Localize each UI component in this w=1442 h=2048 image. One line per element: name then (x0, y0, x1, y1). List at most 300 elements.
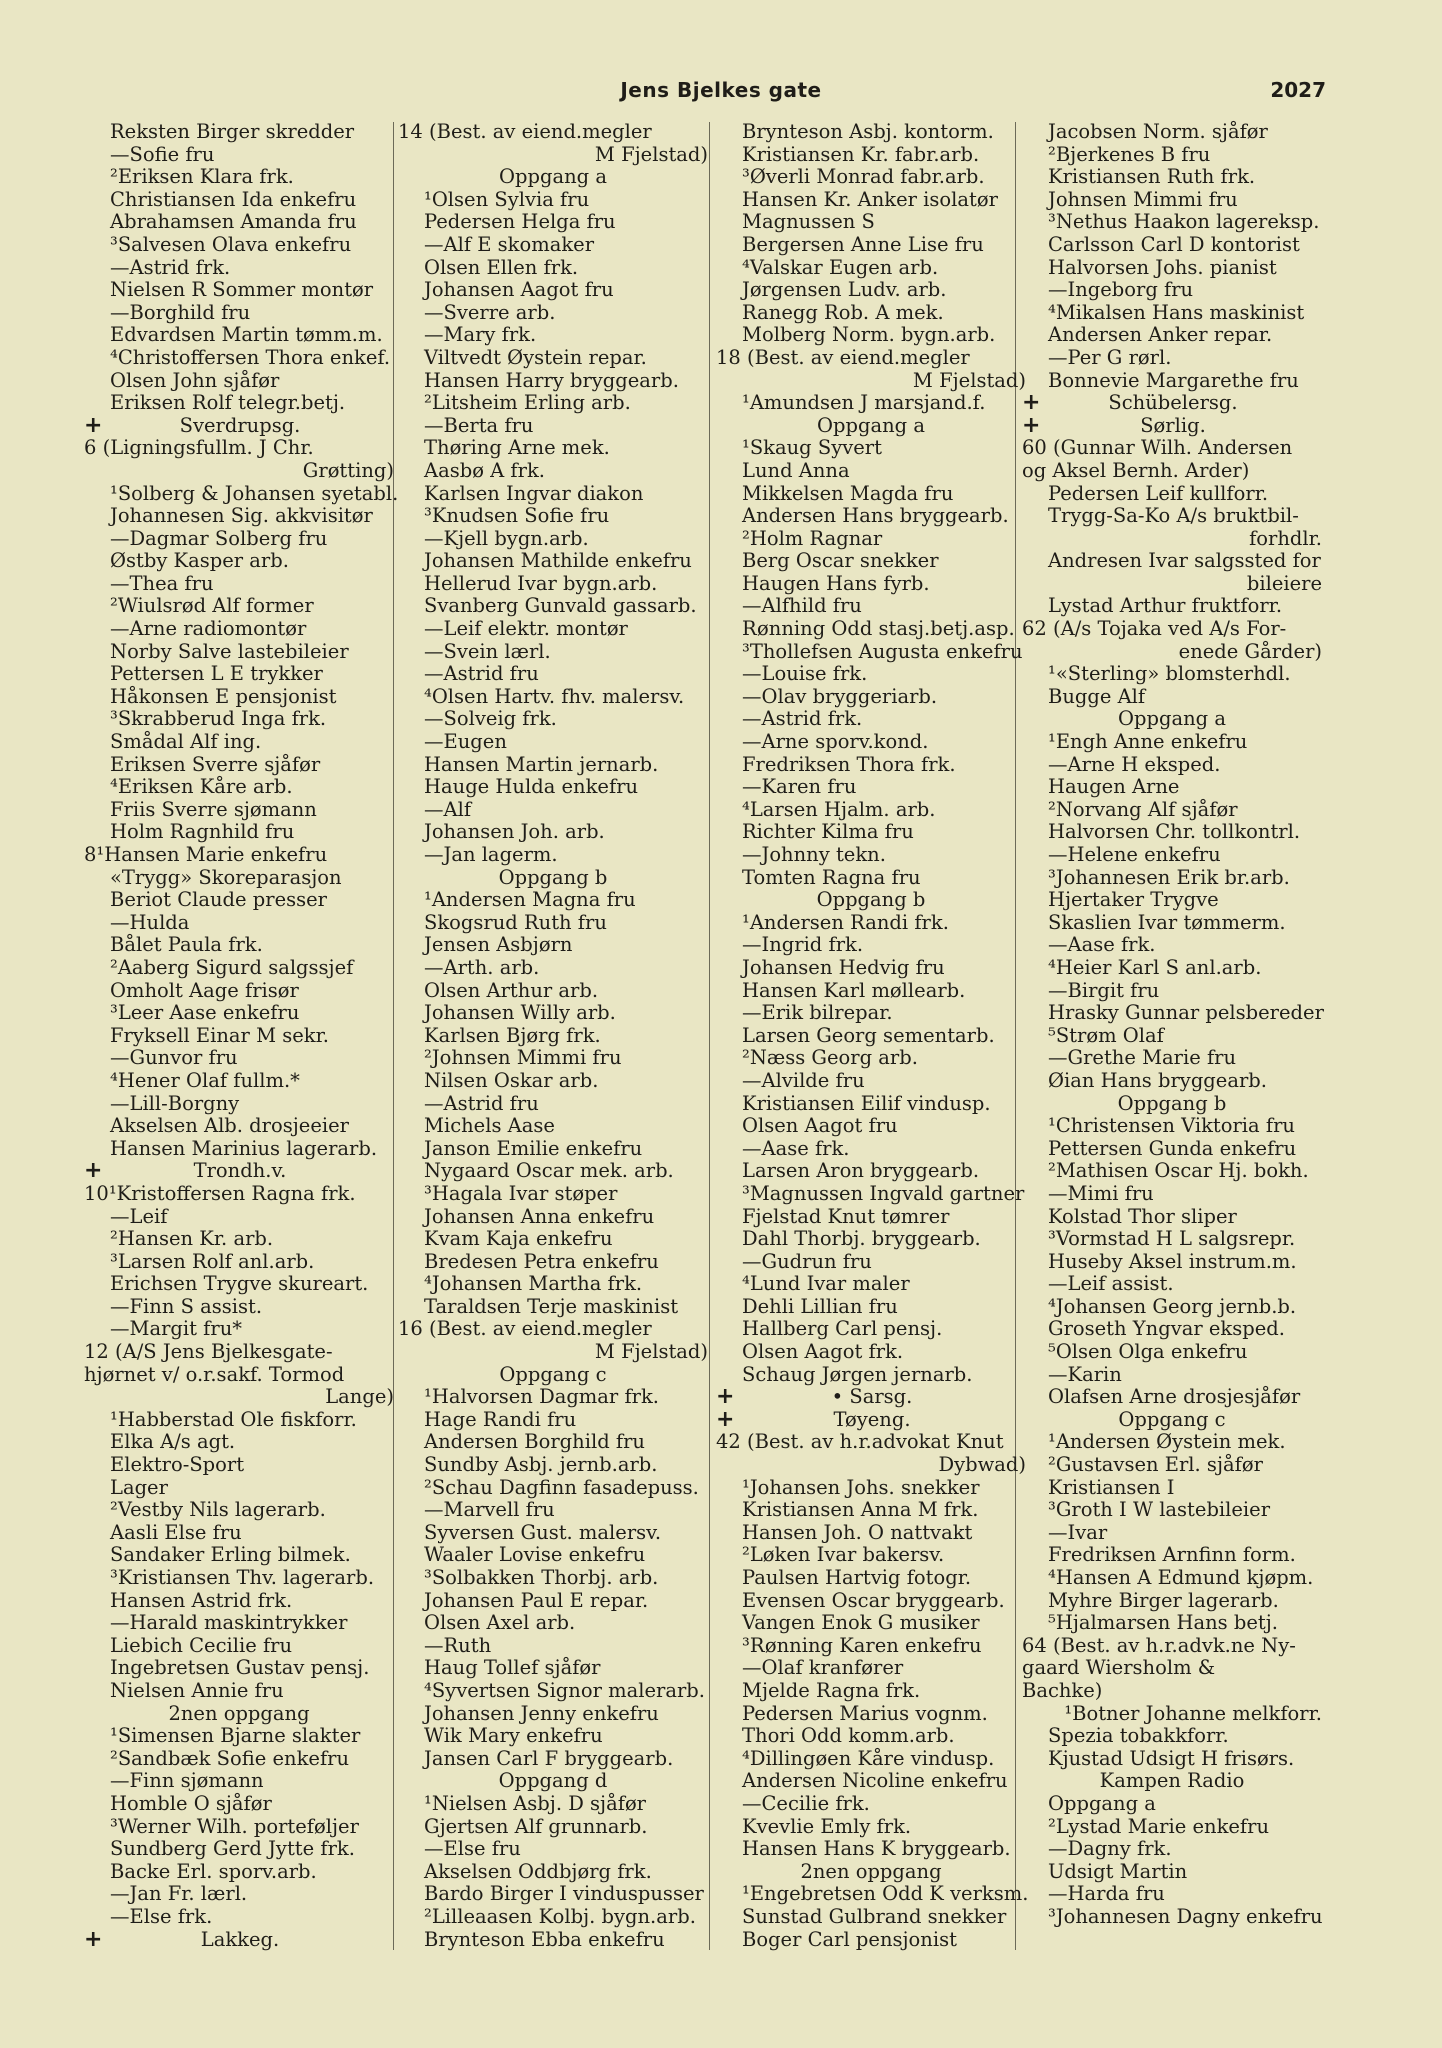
directory-entry: ³Thollefsen Augusta enkefru (742, 639, 1023, 663)
directory-entry: Johansen Willy arb. (424, 1001, 616, 1025)
directory-entry: Holm Ragnhild fru (110, 820, 295, 844)
directory-entry: Johansen Joh. arb. (424, 820, 605, 844)
directory-entry: Oppgang a (1048, 1791, 1156, 1815)
directory-entry: Jacobsen Norm. sjåfør (1048, 120, 1268, 143)
directory-entry: ¹Christensen Viktoria fru (1048, 1114, 1295, 1138)
directory-entry: —Dagmar Solberg fru (110, 526, 328, 550)
column-divider (709, 122, 710, 1950)
directory-entry: ²Litsheim Erling arb. (424, 391, 631, 415)
directory-entry: Larsen Aron bryggearb. (742, 1159, 980, 1183)
directory-entry: —Svein lærl. (424, 639, 551, 663)
directory-entry: Mjelde Ragna frk. (742, 1678, 921, 1702)
directory-entry: —Else frk. (110, 1904, 213, 1928)
directory-entry: —Leif (110, 1204, 168, 1228)
directory-entry: —Astrid fru (424, 662, 539, 686)
directory-entry: Backe Erl. sporv.arb. (110, 1859, 317, 1883)
directory-entry: Olsen Ellen frk. (424, 255, 579, 279)
directory-entry: M Fjelstad) (594, 142, 708, 166)
directory-entry: ³Johannesen Erik br.arb. (1048, 865, 1290, 889)
directory-entry: ⁵Olsen Olga enkefru (1048, 1340, 1248, 1364)
directory-entry: ²Holm Ragnar (742, 526, 883, 550)
directory-entry: —Aase frk. (1048, 933, 1156, 957)
directory-entry: gaard Wiersholm & (1022, 1656, 1216, 1680)
cross-marker-icon: + (1022, 412, 1041, 438)
directory-entry: —Sofie fru (110, 142, 215, 166)
directory-entry: ²Sandbæk Sofie enkefru (110, 1746, 350, 1770)
directory-entry: —Margit fru* (110, 1317, 243, 1341)
directory-entry: ¹Johansen Johs. snekker (742, 1475, 980, 1499)
directory-entry: Fredriksen Arnfinn form. (1048, 1543, 1296, 1567)
directory-entry (716, 1386, 1026, 1409)
directory-entry (84, 1160, 394, 1183)
directory-entry: Olsen Aagot frk. (742, 1340, 904, 1364)
directory-entry: ⁴Olsen Hartv. fhv. malersv. (424, 684, 685, 708)
directory-entry: ³Vormstad H L salgsrepr. (1048, 1227, 1296, 1251)
directory-entry: ¹Habberstad Ole fiskforr. (110, 1407, 357, 1431)
directory-entry: Abrahamsen Amanda fru (110, 210, 357, 234)
directory-entry: Magnussen S (742, 210, 875, 234)
street-name: Tøyeng. (833, 1407, 911, 1431)
directory-entry: Nielsen R Sommer montør (110, 278, 374, 302)
directory-entry: Bredesen Petra enkefru (424, 1249, 659, 1273)
directory-entry: Haugen Arne (1048, 775, 1180, 799)
cross-marker-icon: + (84, 1158, 103, 1184)
directory-entry (1022, 412, 1322, 438)
directory-entry: Eriksen Rolf telegr.betj. (110, 391, 346, 415)
directory-entry: ³Kristiansen Thv. lagerarb. (110, 1566, 375, 1589)
directory-entry: —Ruth (424, 1633, 492, 1657)
directory-entry: Pettersen L E trykker (110, 662, 323, 686)
directory-entry: ³Salvesen Olava enkefru (110, 232, 352, 256)
directory-entry: Hage Randi fru (424, 1407, 577, 1431)
directory-entry: —Alf (424, 797, 472, 821)
directory-entry: Aasli Else fru (110, 1520, 242, 1544)
directory-entry: Edvardsen Martin tømm.m. (110, 323, 383, 347)
directory-entry: Bergersen Anne Lise fru (742, 232, 984, 256)
directory-entry: ²Aaberg Sigurd salgssjef (110, 955, 354, 979)
directory-entry: 18 (Best. av eiend.megler (716, 345, 970, 369)
directory-entry: Kolstad Thor sliper (1048, 1204, 1237, 1228)
directory-entry: ²Schau Dagfinn fasadepuss. (424, 1475, 699, 1499)
directory-entry: Myhre Birger lagerarb. (1048, 1588, 1279, 1612)
directory-entry: —Berta fru (424, 413, 534, 437)
directory-entry: —Leif assist. (1048, 1272, 1174, 1296)
directory-entry: Rønning Odd stasj.betj.asp. (742, 617, 1015, 641)
directory-entry: 16 (Best. av eiend.megler (398, 1317, 652, 1341)
directory-entry: Bugge Alf (1048, 684, 1146, 708)
directory-entry: —Ivar (1048, 1520, 1108, 1544)
directory-entry: ¹Andersen Magna fru (424, 888, 636, 912)
directory-entry: forhdlr. (1249, 526, 1322, 550)
directory-entry: Hansen Martin jernarb. (424, 752, 659, 776)
directory-entry: Hjertaker Trygve (1048, 888, 1219, 912)
directory-entry: Sandaker Erling bilmek. (110, 1543, 351, 1567)
directory-entry: ⁵Hjalmarsen Hans betj. (1048, 1611, 1278, 1635)
directory-entry: —Erik bilrepar. (742, 1001, 893, 1025)
directory-entry: Brynteson Asbj. kontorm. (742, 120, 994, 143)
directory-entry: Jensen Asbjørn (424, 933, 573, 957)
directory-entry: Oppgang c (499, 1362, 607, 1386)
directory-entry: —Alf E skomaker (424, 232, 595, 256)
directory-entry: Evensen Oscar bryggearb. (742, 1588, 1005, 1612)
directory-entry: Erichsen Trygve skureart. (110, 1272, 369, 1296)
directory-entry: Berg Oscar snekker (742, 549, 939, 573)
directory-entry: ¹Halvorsen Dagmar frk. (424, 1385, 659, 1409)
directory-entry: ³Groth I W lastebileier (1048, 1498, 1271, 1522)
directory-entry: Hauge Hulda enkefru (424, 775, 639, 799)
directory-entry: ⁵Strøm Olaf (1048, 1023, 1164, 1047)
directory-entry: Ingebretsen Gustav pensj. (110, 1656, 370, 1680)
directory-entry: Johansen Jenny enkefru (424, 1701, 659, 1725)
directory-entry: Oppgang d (498, 1769, 608, 1793)
directory-entry: ²Mathisen Oscar Hj. bokh. (1048, 1159, 1309, 1183)
directory-entry: Thøring Arne mek. (424, 436, 610, 460)
directory-entry: Molberg Norm. bygn.arb. (742, 323, 996, 347)
directory-entry: ⁴Eriksen Kåre arb. (110, 775, 293, 799)
directory-entry: Michels Aase (424, 1114, 555, 1138)
directory-entry: ³Rønning Karen enkefru (742, 1633, 982, 1657)
directory-entry: —Astrid frk. (742, 707, 863, 731)
directory-entry: Elka A/s agt. (110, 1430, 236, 1454)
directory-entry: ⁴Valskar Eugen arb. (742, 255, 939, 279)
directory-entry: ³Øverli Monrad fabr.arb. (742, 165, 985, 189)
directory-entry: Hellerud Ivar bygn.arb. (424, 571, 658, 595)
directory-entry: Vangen Enok G musiker (742, 1611, 980, 1635)
directory-entry: Kristiansen Anna M frk. (742, 1498, 979, 1522)
directory-entry: Svanberg Gunvald gassarb. (424, 594, 697, 618)
directory-entry: Olsen Arthur arb. (424, 978, 599, 1002)
directory-entry: Håkonsen E pensjonist (110, 684, 337, 708)
directory-entry: Kampen Radio (1099, 1769, 1245, 1793)
directory-entry: ²Lystad Marie enkefru (1048, 1814, 1270, 1838)
directory-entry: Hansen Astrid frk. (110, 1588, 293, 1612)
directory-entry: enede Gårder) (1178, 639, 1322, 663)
directory-entry: M Fjelstad) (912, 368, 1026, 392)
directory-entry (716, 1406, 1026, 1432)
directory-entry: —Mary frk. (424, 323, 537, 347)
directory-entry: ³Leer Aase enkefru (110, 1001, 300, 1025)
directory-entry: —Else fru (424, 1837, 521, 1861)
directory-entry: Paulsen Hartvig fotogr. (742, 1566, 972, 1589)
directory-entry: ⁴Larsen Hjalm. arb. (742, 797, 936, 821)
directory-entry: Waaler Lovise enkefru (424, 1543, 646, 1567)
directory-entry: ⁴Christoffersen Thora enkef. (110, 345, 391, 369)
directory-entry: Carlsson Carl D kontorist (1048, 232, 1300, 256)
directory-entry: —Olaf kranfører (742, 1656, 904, 1680)
directory-entry: —Marvell fru (424, 1498, 555, 1522)
directory-entry: Pedersen Helga fru (424, 210, 616, 234)
directory-entry: 14 (Best. av eiend.megler (398, 120, 652, 143)
directory-entry: Andresen Ivar salgssted for (1048, 549, 1321, 573)
directory-entry: Smådal Alf ing. (110, 730, 262, 754)
directory-entry: 62 (A/s Tojaka ved A/s For- (1022, 617, 1287, 641)
directory-entry: Lange) (325, 1385, 394, 1409)
directory-entry: 64 (Best. av h.r.advk.ne Ny- (1022, 1633, 1296, 1657)
directory-entry: ²Eriksen Klara frk. (110, 165, 294, 189)
directory-entry: Hansen Marinius lagerarb. (110, 1136, 378, 1160)
directory-entry: —Helene enkefru (1048, 843, 1221, 866)
directory-entry: Lystad Arthur fruktforr. (1048, 594, 1283, 618)
street-name: Sørlig. (1140, 413, 1206, 437)
directory-entry: —Birgit fru (1048, 978, 1160, 1002)
directory-entry: ³Hagala Ivar støper (424, 1181, 618, 1205)
directory-entry: Kvevlie Emly frk. (742, 1814, 912, 1838)
directory-entry: Hansen Hans K bryggearb. (742, 1837, 1011, 1861)
directory-entry: Bachke) (1022, 1678, 1103, 1702)
directory-entry: Pedersen Leif kullforr. (1048, 481, 1269, 505)
directory-entry: Oppgang a (817, 413, 925, 437)
directory-entry: Janson Emilie enkefru (424, 1136, 643, 1160)
directory-entry: —Grethe Marie fru (1048, 1046, 1237, 1070)
directory-entry: Kristiansen Ruth frk. (1048, 165, 1256, 189)
directory-entry: Taraldsen Terje maskinist (424, 1294, 679, 1318)
directory-entry (84, 1926, 394, 1952)
directory-entry: ²Lilleaasen Kolbj. bygn.arb. (424, 1904, 696, 1928)
directory-entry: Thori Odd komm.arb. (742, 1724, 955, 1748)
directory-entry: Johansen Anna enkefru (424, 1204, 655, 1228)
directory-entry: Hansen Joh. O nattvakt (742, 1520, 973, 1544)
column-1 (84, 120, 399, 1952)
directory-entry: ²Norvang Alf sjåfør (1048, 797, 1238, 821)
directory-entry: ⁴Dillingøen Kåre vindusp. (742, 1746, 995, 1770)
directory-entry: Kvam Kaja enkefru (424, 1227, 613, 1251)
directory-entry: —Mimi fru (1048, 1181, 1154, 1205)
directory-entry: —Jan lagerm. (424, 843, 558, 866)
directory-entry: ¹Skaug Syvert (742, 436, 882, 460)
directory-entry: ²Wiulsrød Alf former (110, 594, 314, 618)
directory-entry: Boger Carl pensjonist (742, 1927, 957, 1951)
directory-entry: Grøtting) (302, 458, 394, 482)
directory-entry: 10¹Kristoffersen Ragna frk. (84, 1181, 356, 1205)
directory-entry: Andersen Anker repar. (1048, 323, 1273, 347)
directory-entry: ⁴Hansen A Edmund kjøpm. (1048, 1566, 1314, 1589)
directory-entry: M Fjelstad) (594, 1340, 708, 1364)
directory-entry: —Per G rørl. (1048, 345, 1172, 369)
directory-entry: Sundberg Gerd Jytte frk. (110, 1837, 355, 1861)
directory-entry: ⁴Mikalsen Hans maskinist (1048, 300, 1305, 324)
directory-entry: ²Johnsen Mimmi fru (424, 1046, 622, 1070)
directory-entry: Andersen Borghild fru (424, 1430, 645, 1454)
directory-entry: Bålet Paula frk. (110, 933, 263, 957)
directory-entry: Liebich Cecilie fru (110, 1633, 293, 1657)
directory-entry: Østby Kasper arb. (110, 549, 289, 573)
page-title: Jens Bjelkes gate (620, 78, 822, 102)
directory-entry: —Thea fru (110, 571, 214, 595)
directory-entry: ³Knudsen Sofie fru (424, 504, 610, 528)
directory-entry: ¹Andersen Randi frk. (742, 910, 949, 934)
directory-entry: Fredriksen Thora frk. (742, 752, 956, 776)
directory-entry: Haugen Hans fyrb. (742, 571, 930, 595)
directory-entry: Nilsen Oskar arb. (424, 1068, 599, 1092)
directory-entry: —Gudrun fru (742, 1249, 872, 1273)
column-3 (716, 120, 1029, 1951)
directory-entry: Halvorsen Johs. pianist (1048, 255, 1277, 279)
directory-entry: —Arne H eksped. (1048, 752, 1221, 776)
directory-entry: 6 (Ligningsfullm. J Chr. (84, 436, 314, 460)
directory-entry: Dahl Thorbj. bryggearb. (742, 1227, 981, 1251)
directory-entry: —Eugen (424, 730, 507, 754)
directory-entry: Spezia tobakkforr. (1048, 1724, 1229, 1748)
directory-entry: —Harald maskintrykker (110, 1611, 348, 1635)
directory-entry: Oppgang b (816, 888, 926, 912)
directory-entry: Hrasky Gunnar pelsbereder (1048, 1001, 1324, 1025)
directory-entry: Kristiansen Eilif vindusp. (742, 1091, 991, 1115)
directory-entry: —Louise frk. (742, 662, 868, 686)
directory-entry: —Finn sjømann (110, 1769, 264, 1793)
directory-entry: Dybwad) (938, 1453, 1026, 1477)
directory-entry: ³Nethus Haakon lagereksp. (1048, 210, 1320, 234)
directory-entry: —Cecilie frk. (742, 1791, 870, 1815)
directory-entry: 42 (Best. av h.r.advokat Knut (716, 1430, 1004, 1454)
directory-entry: Kjustad Udsigt H frisørs. (1048, 1746, 1295, 1770)
directory-entry: ⁴Syvertsen Signor malerarb. (424, 1678, 705, 1702)
directory-entry: Richter Kilma fru (742, 820, 914, 844)
directory-entry: ¹Simensen Bjarne slakter (110, 1724, 361, 1748)
directory-entry: Beriot Claude presser (110, 888, 327, 912)
directory-entry: Øian Hans bryggearb. (1048, 1068, 1267, 1092)
directory-entry: Nygaard Oscar mek. arb. (424, 1159, 674, 1183)
directory-entry: Johansen Aagot fru (424, 278, 614, 302)
directory-entry: 8¹Hansen Marie enkefru (84, 843, 328, 866)
directory-entry: —Arne radiomontør (110, 617, 307, 641)
directory-entry: ¹Amundsen J marsjand.f. (742, 391, 986, 415)
directory-entry: Schaug Jørgen jernarb. (742, 1362, 973, 1386)
column-2 (398, 121, 708, 1951)
directory-entry: Reksten Birger skredder (110, 120, 355, 143)
directory-entry: —Arne sporv.kond. (742, 730, 929, 754)
directory-entry: Christiansen Ida enkefru (110, 187, 357, 211)
directory-entry: —Karen fru (742, 775, 857, 799)
street-name: Sverdrupsg. (179, 413, 301, 437)
directory-entry: ²Næss Georg arb. (742, 1046, 918, 1070)
directory-entry: Sunstad Gulbrand snekker (742, 1904, 1007, 1928)
directory-entry: —Kjell bygn.arb. (424, 526, 589, 550)
directory-entry: Oppgang a (499, 165, 607, 189)
directory-entry: Larsen Georg sementarb. (742, 1023, 995, 1047)
directory-entry: Pedersen Marius vognm. (742, 1701, 988, 1725)
directory-entry: ¹Andersen Øystein mek. (1048, 1430, 1286, 1454)
directory-entry: Viltvedt Øystein repar. (424, 345, 647, 369)
directory-entry: Lund Anna (742, 458, 850, 482)
directory-entry: ²Løken Ivar bakersv. (742, 1543, 945, 1567)
directory-entry: —Aase frk. (742, 1136, 850, 1160)
directory-entry: og Aksel Bernh. Arder) (1022, 458, 1250, 482)
directory-entry: Skaslien Ivar tømmerm. (1048, 910, 1286, 934)
directory-entry: —Dagny frk. (1048, 1837, 1172, 1861)
street-name: Schübelersg. (1108, 391, 1238, 415)
directory-entry: Pettersen Gunda enkefru (1048, 1136, 1297, 1160)
directory-entry: «Trygg» Skoreparasjon (110, 865, 342, 889)
directory-entry: Oppgang b (498, 865, 608, 889)
directory-entry: ¹Engebretsen Odd K verksm. (742, 1882, 1029, 1906)
directory-entry: —Ingeborg fru (1048, 278, 1194, 302)
directory-entry: —Borghild fru (110, 300, 251, 324)
directory-entry: bileiere (1246, 571, 1322, 595)
directory-entry: Jansen Carl F bryggearb. (424, 1746, 674, 1770)
directory-entry: Ranegg Rob. A mek. (742, 300, 944, 324)
directory-entry: ¹Botner Johanne melkforr. (1064, 1701, 1322, 1725)
directory-entry: Halvorsen Chr. tollkontrl. (1048, 820, 1301, 844)
directory-entry: Brynteson Ebba enkefru (424, 1927, 665, 1951)
directory-entry: Tomten Ragna fru (742, 865, 921, 889)
directory-entry: 60 (Gunnar Wilh. Andersen (1022, 436, 1293, 460)
directory-entry: ⁴Heier Karl S anl.arb. (1048, 955, 1262, 979)
directory-entry: Oppgang a (1118, 707, 1226, 731)
directory-entry: Olafsen Arne drosjesjåfør (1048, 1385, 1301, 1409)
directory-entry: Johnsen Mimmi fru (1048, 187, 1238, 211)
directory-entry: ²Hansen Kr. arb. (110, 1227, 274, 1251)
directory-entry: 2nen oppgang (168, 1701, 310, 1725)
directory-entry: Johansen Mathilde enkefru (424, 549, 692, 573)
directory-entry (1022, 392, 1322, 415)
page-number: 2027 (1270, 78, 1326, 102)
directory-entry: Oppgang c (1118, 1407, 1226, 1431)
column-4 (1022, 121, 1322, 1929)
directory-entry: —Harda fru (1048, 1882, 1165, 1906)
directory-entry: ⁴Hener Olaf fullm.* (110, 1068, 300, 1092)
directory-entry: Homble O sjåfør (110, 1791, 272, 1815)
directory-entry: Norby Salve lastebileier (110, 639, 349, 663)
directory-entry: —Lill-Borgny (110, 1091, 240, 1115)
cross-marker-icon: + (84, 412, 103, 438)
directory-entry: Johansen Paul E repar. (424, 1588, 649, 1612)
directory-entry: Hallberg Carl pensj. (742, 1317, 943, 1341)
directory-entry (84, 412, 394, 438)
directory-entry: Huseby Aksel instrum.m. (1048, 1249, 1297, 1273)
cross-marker-icon: + (716, 1384, 735, 1410)
directory-entry: Nielsen Annie fru (110, 1678, 284, 1702)
directory-entry: Aasbø A frk. (424, 458, 545, 482)
directory-entry: Olsen Axel arb. (424, 1611, 576, 1635)
directory-entry: Fjelstad Knut tømrer (742, 1204, 950, 1228)
directory-entry: Sundby Asbj. jernb.arb. (424, 1453, 658, 1477)
directory-entry: —Johnny tekn. (742, 843, 886, 866)
directory-entry: Lager (110, 1475, 168, 1499)
directory-entry: ³Larsen Rolf anl.arb. (110, 1249, 315, 1273)
directory-entry: ⁴Johansen Georg jernb.b. (1048, 1294, 1297, 1318)
directory-entry: ³Skrabberud Inga frk. (110, 707, 327, 731)
street-name: Trondh.v. (193, 1159, 287, 1183)
directory-entry: ⁴Johansen Martha frk. (424, 1272, 643, 1296)
directory-entry: —Solveig frk. (424, 707, 557, 731)
directory-entry: Elektro-Sport (110, 1453, 245, 1477)
directory-entry: hjørnet v/ o.r.sakf. Tormod (84, 1362, 345, 1386)
directory-entry: Oppgang b (1117, 1091, 1227, 1115)
directory-entry: —Karin (1048, 1362, 1122, 1386)
directory-entry: Fryksell Einar M sekr. (110, 1023, 329, 1047)
directory-entry: ¹Olsen Sylvia fru (424, 187, 590, 211)
directory-entry: ¹Nielsen Asbj. D sjåfør (424, 1791, 647, 1815)
directory-entry: —Ingrid frk. (742, 933, 864, 957)
directory-entry: ²Bjerkenes B fru (1048, 142, 1211, 166)
directory-entry: Mikkelsen Magda fru (742, 481, 954, 505)
directory-entry: —Astrid frk. (110, 255, 231, 279)
directory-entry: —Arth. arb. (424, 955, 540, 979)
directory-entry: ³Johannesen Dagny enkefru (1048, 1904, 1323, 1928)
directory-entry: Karlsen Ingvar diakon (424, 481, 644, 505)
directory-entry: Olsen Aagot fru (742, 1114, 898, 1138)
directory-entry: Gjertsen Alf grunnarb. (424, 1814, 648, 1838)
directory-entry: Dehli Lillian fru (742, 1294, 898, 1318)
directory-entry: Johansen Hedvig fru (742, 955, 945, 979)
directory-entry: Udsigt Martin (1048, 1859, 1188, 1883)
directory-entry: Johannesen Sig. akkvisitør (110, 504, 373, 528)
directory-entry: Jørgensen Ludv. arb. (742, 278, 947, 302)
directory-entry: —Gunvor fru (110, 1046, 238, 1070)
directory-entry: 12 (A/S Jens Bjelkesgate- (84, 1340, 333, 1364)
directory-entry: ¹Engh Anne enkefru (1048, 730, 1248, 754)
directory-entry: Hansen Karl møllearb. (742, 978, 966, 1002)
